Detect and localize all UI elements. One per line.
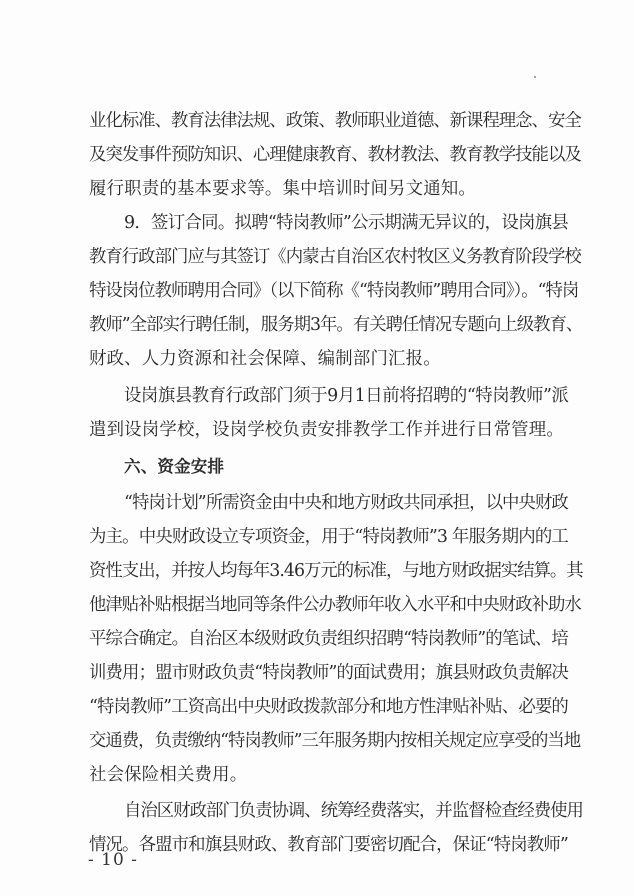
text-line: 社会保险相关费用。 [89, 765, 248, 785]
text-line: 训费用；盟市财政负责“特岗教师”的面试费用；旗县财政负责解决 [89, 663, 568, 683]
text-line: 9．签订合同。拟聘“特岗教师”公示期满无异议的，设岗旗县 [124, 213, 569, 233]
text-line: 情况。各盟市和旗县财政、教育部门要密切配合，保证“特岗教师” [89, 835, 568, 855]
text-line: 业化标准、教育法律法规、政策、教师职业道德、新课程理念、安全 [89, 111, 581, 131]
text-line: 自治区财政部门负责协调、统筹经费落实，并监督检查经费使用 [124, 801, 583, 821]
text-line: “特岗教师”工资高出中央财政拨款部分和地方性津贴补贴、必要的 [89, 697, 568, 717]
text-line: 设岗旗县教育行政部门须于9月1日前将招聘的“特岗教师”派 [124, 386, 569, 406]
text-line: 教育行政部门应与其签订《内蒙古自治区农村牧区义务教育阶段学校 [89, 247, 581, 267]
text-line: 为主。中央财政设立专项资金，用于“特岗教师”3 年服务期内的工 [89, 527, 568, 547]
text-line: 交通费，负责缴纳“特岗教师”三年服务期内按相关规定应享受的当地 [89, 731, 581, 751]
text-line: 履行职责的基本要求等。集中培训时间另文通知。 [89, 179, 476, 199]
text-line: 特设岗位教师聘用合同》（以下简称《“特岗教师”聘用合同》）。“特岗 [89, 281, 579, 301]
text-line: “特岗计划”所需资金由中央和地方财政共同承担，以中央财政 [124, 493, 568, 513]
text-line: 他津贴补贴根据当地同等条件公办教师年收入水平和中央财政补助水 [89, 595, 581, 615]
text-line: 及突发事件预防知识、心理健康教育、教材教法、教育教学技能以及 [89, 145, 581, 165]
page-number: - 10 - [88, 850, 138, 870]
text-line: 教师”全部实行聘任制，服务期3年。有关聘任情况专题向上级教育、 [89, 315, 583, 335]
text-line: 平综合确定。自治区本级财政负责组织招聘“特岗教师”的笔试、培 [89, 629, 568, 649]
text-line: 资性支出，并按人均每年3.46万元的标准，与地方财政据实结算。其 [89, 561, 583, 581]
text-line: 财政、人力资源和社会保障、编制部门汇报。 [89, 349, 441, 369]
text-line: 遣到设岗学校，设岗学校负责安排教学工作并进行日常管理。 [89, 420, 564, 440]
scan-speck [534, 76, 536, 78]
section-heading: 六、资金安排 [124, 457, 225, 476]
